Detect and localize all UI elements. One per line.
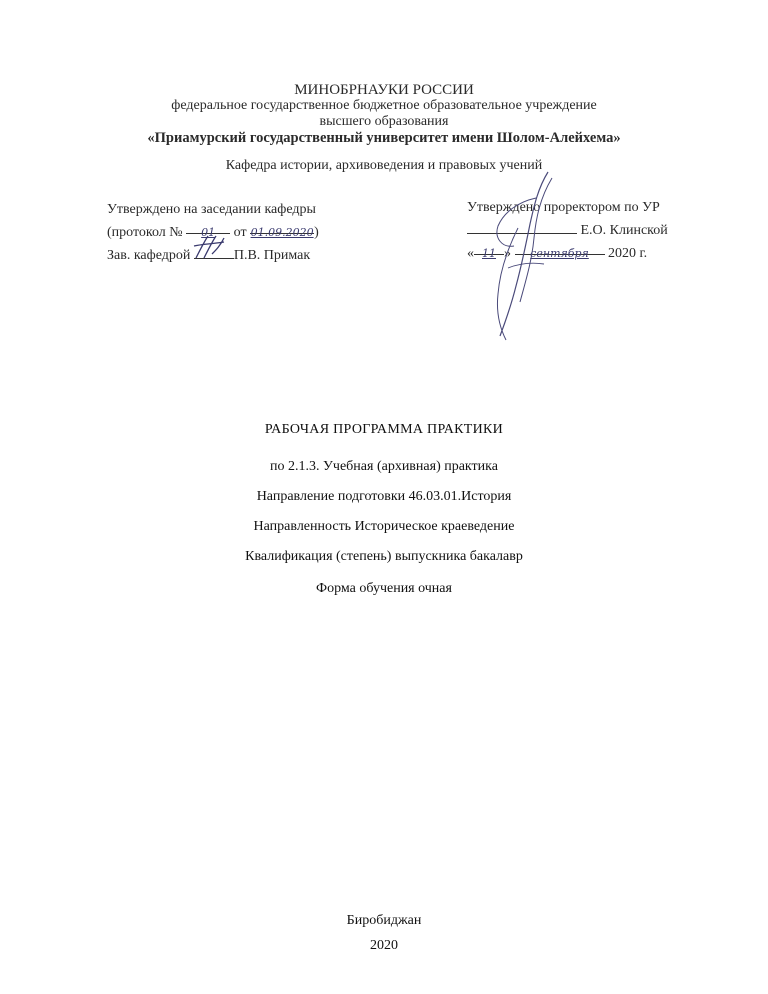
institution-type: федеральное государственное бюджетное образовательное учреждение xyxy=(171,98,597,113)
institution-name: «Приамурский государственный университет имени Шолом-Алейхема» xyxy=(147,130,621,146)
profile-line: Направленность Историческое краеведение xyxy=(253,519,515,534)
date-day-field xyxy=(474,242,504,260)
ministry-name: МИНОБРНАУКИ РОССИИ xyxy=(294,82,474,98)
approval-date-line xyxy=(467,242,668,265)
department-name: Кафедра истории, архивоведения и правовых учений xyxy=(225,158,543,173)
protocol-date: 01.09.2020 xyxy=(250,226,314,239)
protocol-from: от xyxy=(233,225,247,240)
prorector-name: Е.О. Клинской xyxy=(580,223,668,238)
institution-level: высшего образования xyxy=(319,114,449,129)
protocol-prefix: (протокол № xyxy=(107,225,183,240)
protocol-number-field xyxy=(186,221,230,239)
prorector-approval-block xyxy=(467,196,668,265)
date-close-quote: » xyxy=(504,246,511,261)
training-direction-line: Направление подготовки 46.03.01.История xyxy=(256,489,512,504)
department-approval-title: Утверждено на заседании кафедры xyxy=(107,202,316,217)
city: Биробиджан xyxy=(346,913,422,928)
year: 2020 xyxy=(370,938,398,953)
head-label: Зав. кафедрой xyxy=(107,248,191,263)
protocol-date-field xyxy=(250,221,314,239)
date-month: сентября xyxy=(530,247,589,260)
document-title: РАБОЧАЯ ПРОГРАММА ПРАКТИКИ xyxy=(264,422,504,437)
date-year: 2020 г. xyxy=(608,246,648,261)
department-approval-block xyxy=(107,198,319,267)
prorector-signature-field xyxy=(467,221,577,234)
protocol-suffix: ) xyxy=(314,225,319,240)
protocol-number: 01 xyxy=(201,226,216,239)
head-of-department-line xyxy=(107,244,319,267)
date-open-quote: « xyxy=(467,246,474,261)
prorector-signer-line xyxy=(467,219,668,242)
protocol-line xyxy=(107,221,319,244)
qualification-line: Квалификация (степень) выпускника бакалавр xyxy=(245,549,523,564)
discipline-line: по 2.1.3. Учебная (архивная) практика xyxy=(270,459,498,474)
head-name: П.В. Примак xyxy=(233,248,311,263)
head-signature-field xyxy=(194,246,234,259)
date-day: 11 xyxy=(482,247,496,260)
date-month-field xyxy=(515,242,605,260)
study-form-line: Форма обучения очная xyxy=(316,581,452,596)
prorector-approval-title: Утверждено проректором по УР xyxy=(467,200,660,215)
